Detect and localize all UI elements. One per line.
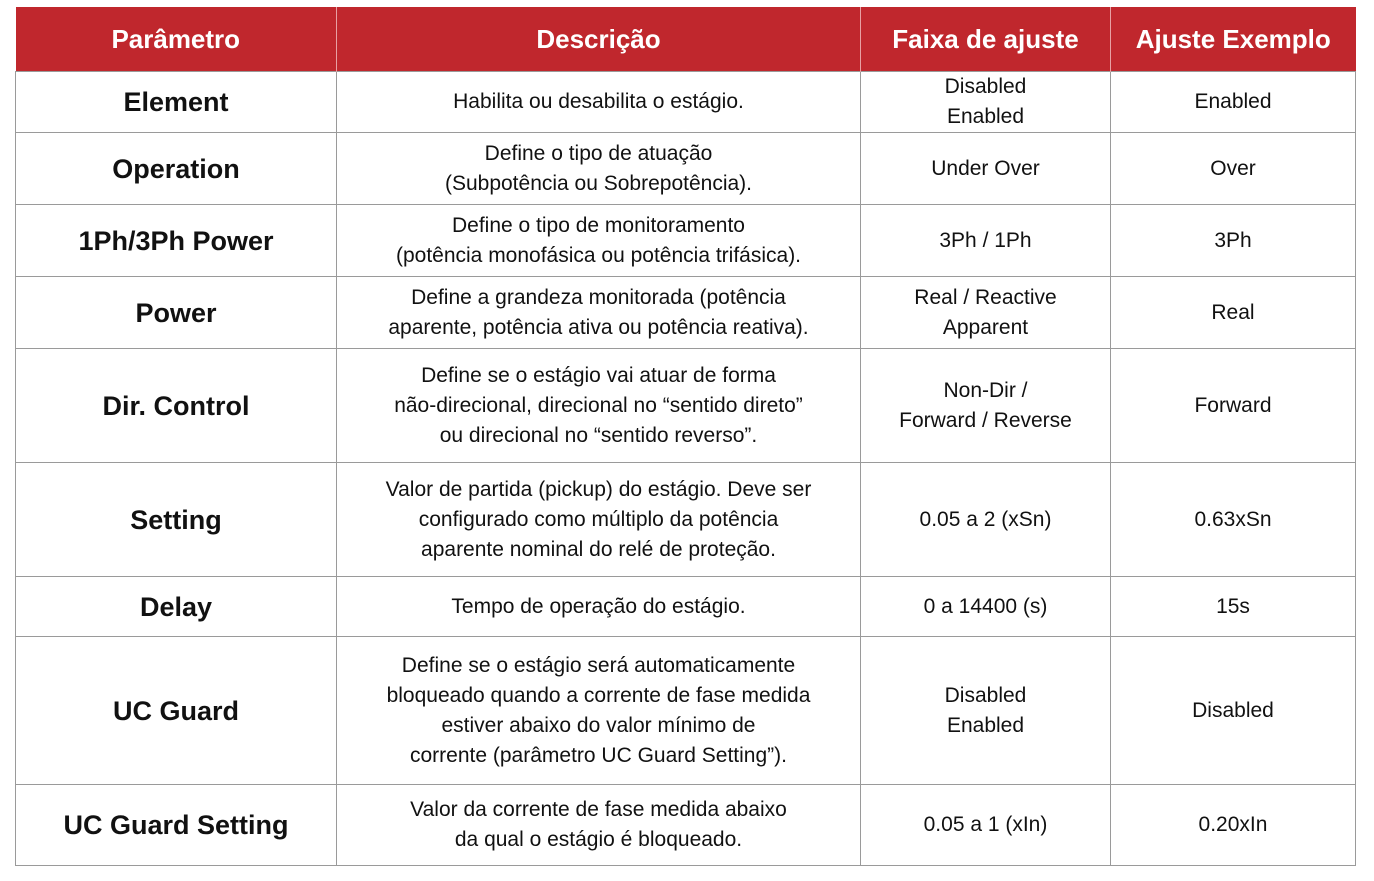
desc-line: ou direcional no “sentido reverso”. [439, 423, 758, 447]
range-line: Enabled [946, 105, 1025, 128]
range-line: Non-Dir / [943, 378, 1028, 402]
range-cell [861, 349, 1111, 463]
desc-cell [337, 637, 861, 785]
example-cell: Over [1111, 133, 1356, 205]
param-cell: Operation [16, 133, 337, 205]
table-body [16, 72, 1356, 866]
range-line: 0.05 a 2 (xSn) [919, 507, 1052, 531]
desc-line: Habilita ou desabilita o estágio. [453, 90, 744, 113]
param-cell: UC Guard [16, 637, 337, 785]
example-cell: 0.63xSn [1111, 463, 1356, 577]
range-line: 0 a 14400 (s) [923, 594, 1048, 618]
table-row [16, 72, 1356, 133]
desc-line: bloqueado quando a corrente de fase medida [386, 683, 811, 707]
parameter-table-container [15, 7, 1355, 866]
example-cell: Disabled [1111, 637, 1356, 785]
table-row [16, 463, 1356, 577]
range-cell [861, 72, 1111, 133]
range-cell [861, 785, 1111, 866]
param-cell: 1Ph/3Ph Power [16, 205, 337, 277]
desc-cell [337, 785, 861, 866]
table-row [16, 205, 1356, 277]
param-cell: UC Guard Setting [16, 785, 337, 866]
desc-cell [337, 205, 861, 277]
header-ajuste-exemplo: Ajuste Exemplo [1111, 7, 1356, 72]
desc-cell [337, 277, 861, 349]
desc-line: Define se o estágio vai atuar de forma [421, 363, 776, 387]
param-cell: Setting [16, 463, 337, 577]
desc-line: Valor de partida (pickup) do estágio. Deve ser [385, 477, 812, 501]
desc-line: Tempo de operação do estágio. [451, 594, 746, 618]
header-row [16, 7, 1356, 72]
param-cell: Dir. Control [16, 349, 337, 463]
header-faixa-de-ajuste: Faixa de ajuste [861, 7, 1111, 72]
example-cell: 15s [1111, 577, 1356, 637]
table-row [16, 133, 1356, 205]
desc-line: (Subpotência ou Sobrepotência). [444, 171, 753, 195]
range-cell [861, 637, 1111, 785]
range-cell [861, 463, 1111, 577]
desc-line: da qual o estágio é bloqueado. [454, 828, 743, 851]
desc-line: estiver abaixo do valor mínimo de [441, 713, 756, 737]
desc-cell [337, 463, 861, 577]
range-line: Real / Reactive [914, 285, 1057, 309]
param-cell: Power [16, 277, 337, 349]
range-cell [861, 277, 1111, 349]
example-cell: 3Ph [1111, 205, 1356, 277]
parameter-table [15, 7, 1356, 866]
range-cell [861, 205, 1111, 277]
range-line: 3Ph / 1Ph [939, 228, 1032, 252]
header-parametro: Parâmetro [16, 7, 337, 72]
param-cell: Delay [16, 577, 337, 637]
example-cell: 0.20xIn [1111, 785, 1356, 866]
desc-line: (potência monofásica ou potência trifásica). [395, 243, 802, 267]
desc-line: Define a grandeza monitorada (potência [411, 285, 786, 309]
example-cell: Forward [1111, 349, 1356, 463]
range-line: Disabled [944, 75, 1027, 98]
table-row [16, 785, 1356, 866]
desc-line: corrente (parâmetro UC Guard Setting”). [410, 743, 787, 767]
example-cell: Real [1111, 277, 1356, 349]
header-descricao: Descrição [337, 7, 861, 72]
desc-cell [337, 72, 861, 133]
range-line: Disabled [944, 683, 1027, 707]
range-line: 0.05 a 1 (xIn) [923, 813, 1048, 836]
desc-cell [337, 577, 861, 637]
desc-line: Define se o estágio será automaticamente [401, 653, 796, 677]
example-cell: Enabled [1111, 72, 1356, 133]
desc-line: configurado como múltiplo da potência [418, 507, 779, 531]
range-line: Forward / Reverse [899, 408, 1072, 432]
desc-line: Define o tipo de monitoramento [451, 213, 745, 237]
desc-line: Define o tipo de atuação [484, 141, 713, 165]
desc-line: aparente nominal do relé de proteção. [421, 537, 776, 561]
table-row [16, 277, 1356, 349]
desc-line: não-direcional, direcional no “sentido direto” [394, 393, 803, 417]
desc-cell [337, 349, 861, 463]
param-cell: Element [16, 72, 337, 133]
table-row [16, 577, 1356, 637]
range-cell [861, 133, 1111, 205]
desc-line: aparente, potência ativa ou potência reativa). [388, 315, 809, 339]
desc-line: Valor da corrente de fase medida abaixo [410, 798, 787, 821]
table-row [16, 637, 1356, 785]
range-line: Apparent [942, 315, 1029, 339]
range-line: Under Over [931, 156, 1040, 180]
range-line: Enabled [946, 713, 1025, 737]
range-cell [861, 577, 1111, 637]
desc-cell [337, 133, 861, 205]
table-row [16, 349, 1356, 463]
